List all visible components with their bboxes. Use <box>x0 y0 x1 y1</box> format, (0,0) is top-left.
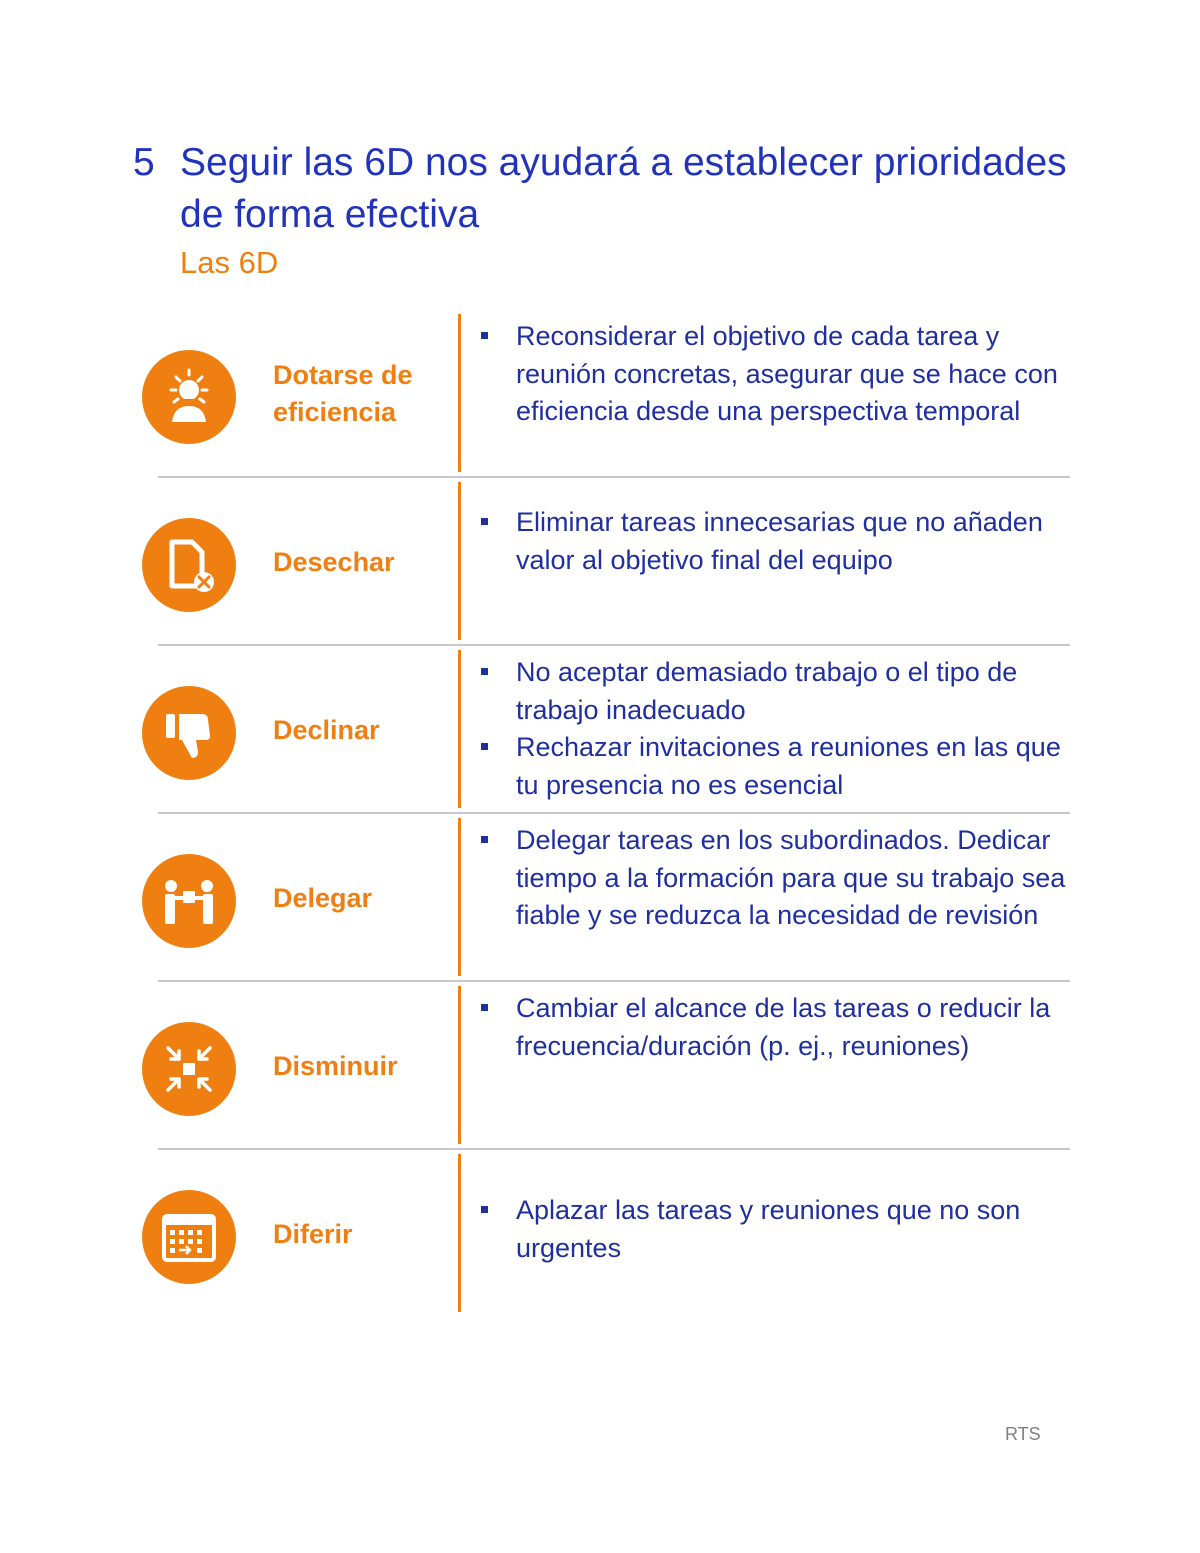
row-label: Diferir <box>273 1218 353 1249</box>
row-diferir <box>140 1150 1070 1318</box>
row-description <box>476 1192 1076 1267</box>
bullet-item: Delegar tareas en los subordinados. Dedicar tiempo a la formación para que su trabajo sea fiable y se reduzca la necesidad de revisión <box>476 822 1076 935</box>
bullet-item: Eliminar tareas innecesarias que no añaden valor al objetivo final del equipo <box>476 504 1076 579</box>
row-description <box>476 318 1076 431</box>
section-number: 5 <box>133 141 155 184</box>
row-desechar <box>140 478 1070 646</box>
divider <box>458 314 461 472</box>
row-declinar <box>140 646 1070 814</box>
lightbulb-head-icon <box>142 350 236 444</box>
bullet-item: Cambiar el alcance de las tareas o reducir la frecuencia/duración (p. ej., reuniones) <box>476 990 1076 1065</box>
page-subtitle: Las 6D <box>180 245 279 280</box>
row-delegar <box>140 814 1070 982</box>
row-description <box>476 822 1076 935</box>
bullet-item: No aceptar demasiado trabajo o el tipo de trabajo inadecuado <box>476 654 1076 729</box>
row-description <box>476 990 1076 1065</box>
shrink-arrows-icon <box>142 1022 236 1116</box>
title-text: Seguir las 6D nos ayudará a establecer prioridades de forma efectiva <box>180 141 1067 236</box>
row-disminuir <box>140 982 1070 1150</box>
row-label: Dotarse de eficiencia <box>273 360 413 427</box>
row-description <box>476 654 1076 804</box>
bullet-item: Reconsiderar el objetivo de cada tarea y reunión concretas, asegurar que se hace con eficiencia desde una perspectiva temporal <box>476 318 1076 431</box>
divider <box>458 818 461 976</box>
footer-text: RTS <box>1005 1424 1041 1444</box>
six-d-table <box>140 310 1070 1318</box>
row-dotarse-de-eficiencia <box>140 310 1070 478</box>
row-description <box>476 504 1076 579</box>
divider <box>458 482 461 640</box>
divider <box>458 650 461 808</box>
thumbs-down-icon <box>142 686 236 780</box>
row-label: Disminuir <box>273 1050 398 1081</box>
row-label: Declinar <box>273 714 380 745</box>
row-label: Delegar <box>273 882 373 913</box>
row-label: Desechar <box>273 546 395 577</box>
divider <box>458 1154 461 1312</box>
calendar-icon <box>142 1190 236 1284</box>
document-delete-icon <box>142 518 236 612</box>
divider <box>458 986 461 1144</box>
bullet-item: Aplazar las tareas y reuniones que no son urgentes <box>476 1192 1076 1267</box>
handover-people-icon <box>142 854 236 948</box>
bullet-item: Rechazar invitaciones a reuniones en las que tu presencia no es esencial <box>476 729 1076 804</box>
